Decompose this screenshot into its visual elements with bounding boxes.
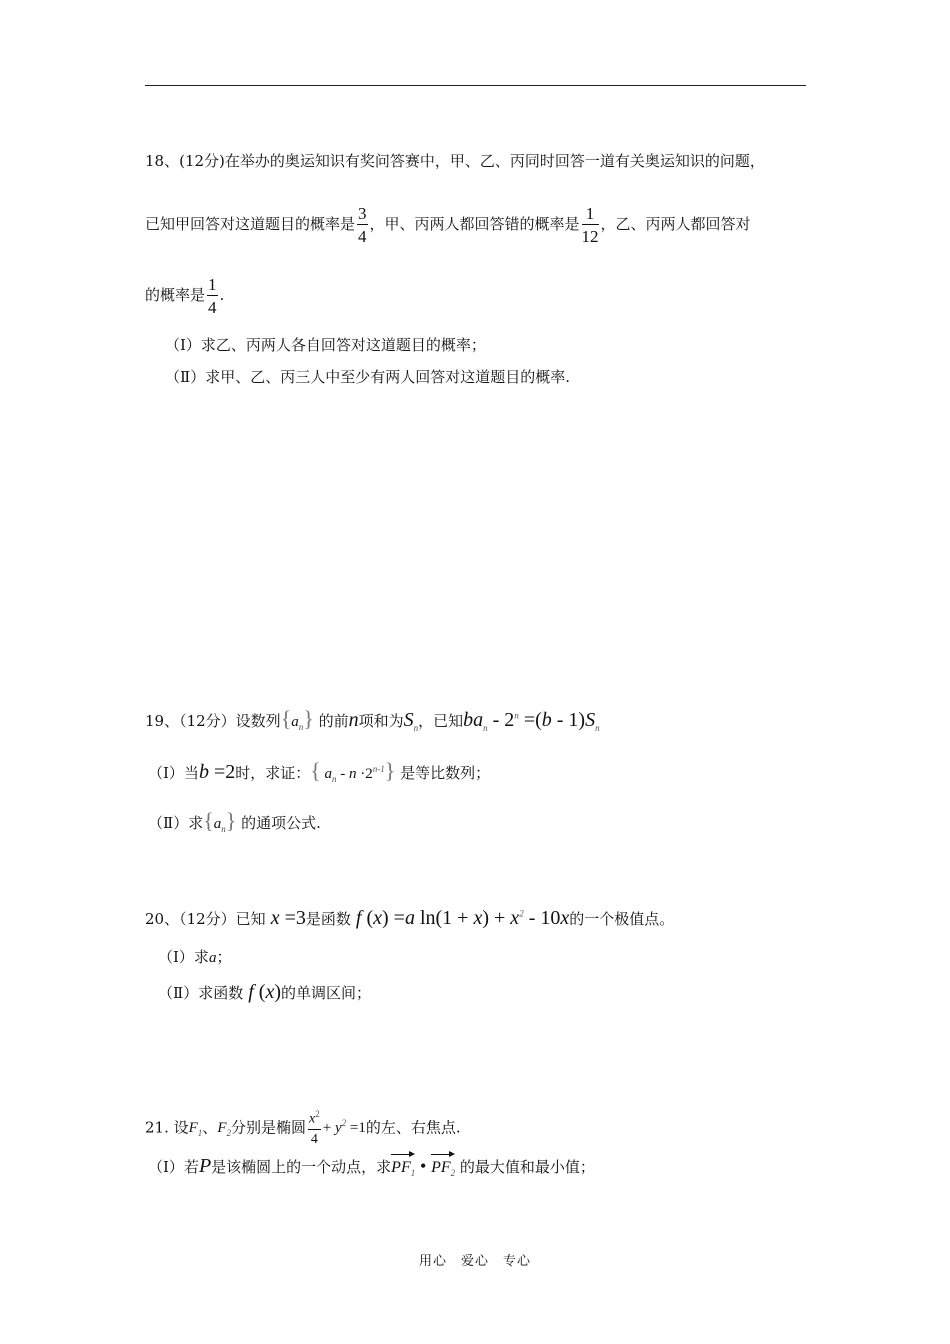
math-a-n: $a_n$ — [291, 714, 304, 732]
q20-part1: （Ⅰ）求a； — [158, 948, 232, 966]
fraction-1-12: $\frac{1}{12}$ — [581, 204, 599, 246]
math-x-eq-3: x =3 — [265, 907, 306, 929]
math-F2: $F_2$ — [217, 1120, 231, 1139]
q19-part1: （Ⅰ）当b =2时，求证：{ $a_n - n \cdot 2^{n-1}$} 是等比数列； — [148, 758, 491, 784]
math-function-def: f (x) =a $\ln(1 + x) + x^2 - 10x$ — [350, 907, 570, 929]
math-P: P — [198, 1155, 212, 1177]
header-rule — [145, 85, 806, 86]
q19-stem: 19、（12分）设数列$\{a_n\}$ 的前n项和为$S_n$，已知$ba_n - 2^n =(b - 1)S_n$ — [145, 706, 600, 733]
math-ellipse-rest: + $y^2 =1$ — [322, 1118, 366, 1137]
q18-line3: 的概率是 $\frac{1}{4}$ . — [145, 275, 225, 317]
math-F1: $F_1$ — [188, 1120, 203, 1139]
page-footer: 用心 爱心 专心 — [418, 1254, 531, 1269]
math-f-of-x: f (x) — [243, 981, 281, 1003]
math-a: a — [208, 950, 217, 966]
vector-PF2: $PF_2$ — [431, 1152, 455, 1178]
q18-part1: （Ⅰ）求乙、丙两人各自回答对这道题目的概率； — [165, 336, 486, 354]
q21-part1: （Ⅰ）若P是该椭圆上的一个动点，求$PF_1$ • $PF_2$ 的最大值和最小值； — [148, 1152, 595, 1178]
math-a-n-2: $a_n$ — [213, 816, 226, 834]
q18-line2: 已知甲回答对这道题目的概率是 $\frac{3}{4}$ ，甲、丙两人都回答错的概率是 $\frac{1}{12}$ ，乙、丙两人都回答对 — [145, 204, 751, 246]
q18-line1: 18、(12分)在举办的奥运知识有奖问答赛中，甲、乙、丙同时回答一道有关奥运知识的问题， — [145, 152, 765, 170]
vector-PF1: $PF_1$ — [391, 1152, 415, 1178]
q20-stem: 20、（12分）已知 x =3是函数 f (x) =a $\ln(1 + x) + x^2 - 10x$的一个极值点。 — [145, 907, 675, 929]
q21-stem: 21. 设$F_1$、$F_2$分别是椭圆 $\frac{x^2}{4}$ + $y^2 =1$的左、右焦点. — [145, 1109, 461, 1147]
math-S-n: $S_n$ — [403, 709, 419, 733]
math-a-n-minus-n-2pow: $a_n - n \cdot 2^{n-1}$ — [320, 764, 385, 784]
math-b-eq-2: b =2 — [198, 761, 236, 783]
fraction-x2-over-4: $\frac{x^2}{4}$ — [309, 1109, 320, 1147]
q20-part2: （Ⅱ）求函数 f (x)的单调区间； — [158, 981, 372, 1003]
fraction-3-4: $\frac{3}{4}$ — [358, 204, 367, 246]
math-recurrence: $ba_n - 2^n =(b - 1)S_n$ — [463, 709, 600, 733]
math-n: n — [348, 709, 359, 731]
fraction-1-4: $\frac{1}{4}$ — [208, 275, 217, 317]
q18-part2: （Ⅱ）求甲、乙、丙三人中至少有两人回答对这道题目的概率. — [165, 368, 570, 386]
q19-part2: （Ⅱ）求$\{a_n\}$ 的通项公式. — [148, 808, 321, 834]
